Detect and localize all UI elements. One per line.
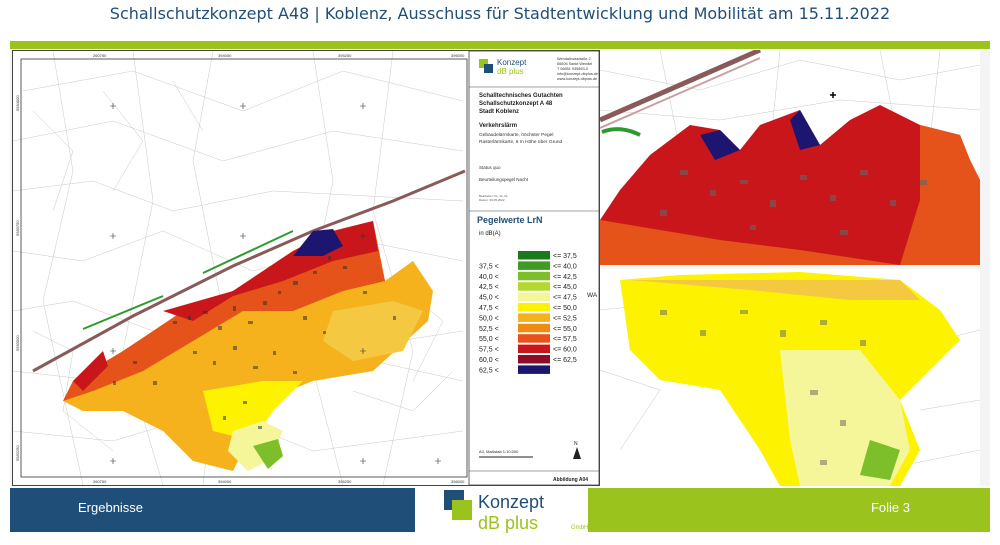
legend-hi: <= 62,5: [553, 357, 577, 364]
panel-meta-line: Datum: 30.05.2022: [479, 198, 505, 202]
legend-note: WA: [587, 292, 598, 299]
coord-label-top: 395250: [338, 53, 352, 58]
legend-lo: 42,5 <: [479, 284, 499, 292]
legend-hi: <= 57,5: [553, 336, 577, 344]
noise-map-sheet: [12, 50, 600, 486]
panel-title-line: Stadt Koblenz: [479, 109, 519, 115]
header: [0, 0, 1000, 40]
noise-map: [13, 51, 599, 485]
coord-label-bottom: 394000: [218, 479, 232, 484]
coord-label-top: 396000: [451, 53, 465, 58]
panel-logo-text-2: dB plus: [497, 67, 524, 76]
panel-meta-line: Bearbeiter: FL, sk, hk: [479, 194, 508, 198]
address-line: 66606 Sankt Wendel: [557, 62, 593, 66]
legend-lo: 40,0 <: [479, 273, 499, 281]
panel-subtitle: Verkehrslärm: [479, 123, 518, 129]
figure-label: Abbildung A04: [553, 477, 589, 483]
address-line: info@konzept-dbplus.de: [557, 72, 599, 76]
coord-label-bottom: 260750: [93, 479, 107, 484]
legend-swatch: [518, 334, 550, 343]
panel-logo-text-1: Konzept: [497, 58, 527, 67]
legend-hi: <= 40,0: [553, 263, 577, 271]
slide-title: Schallschutzkonzept A48 | Koblenz, Ausschuss für Stadtentwicklung und Mobilität am 15.11.2022: [109, 4, 891, 23]
coord-label-left: 5583500: [15, 335, 20, 351]
header-accent-bar: [10, 41, 990, 49]
footer-left: [10, 488, 415, 532]
legend-swatch: [518, 282, 550, 291]
legend-lo: 60,0 <: [479, 357, 499, 364]
legend-swatch: [518, 261, 550, 270]
legend-swatch: [518, 303, 550, 312]
zoom-maps: [600, 50, 980, 486]
legend-hi: <= 50,0: [553, 305, 577, 312]
panel-title-line: Schallschutzkonzept A 48: [479, 101, 553, 107]
north-label: N: [574, 441, 578, 447]
legend-swatch: [518, 365, 550, 374]
legend-lo: 45,0 <: [479, 294, 499, 302]
coord-label-left: 5584000: [15, 95, 20, 111]
address-line: T 06851 939893-0: [557, 67, 588, 71]
footer-section-label: Ergebnisse: [78, 500, 144, 515]
legend-hi: <= 45,0: [553, 284, 577, 292]
legend-lo: 47,5 <: [479, 305, 499, 312]
legend-lo: 50,0 <: [479, 315, 499, 323]
coord-label-bottom: 396000: [451, 479, 465, 484]
logo-text-1: Konzept: [478, 492, 545, 512]
legend-lo: 57,5 <: [479, 346, 499, 354]
slide-number: Folie 3: [870, 500, 910, 515]
coord-label-bottom: 395250: [338, 479, 352, 484]
address-line: www.konzept-dbplus.de: [557, 77, 598, 81]
legend-swatch: [518, 355, 550, 364]
coord-label-left: 5583750: [15, 220, 20, 236]
legend-hi: <= 55,0: [553, 325, 577, 333]
legend-hi: <= 52,5: [553, 315, 577, 323]
legend-swatch: [518, 272, 550, 281]
legend-swatch: [518, 324, 550, 333]
legend-hi: <= 37,5: [553, 253, 577, 260]
legend-title: Pegelwerte LrN: [477, 215, 543, 225]
coord-label-top: 394000: [218, 53, 232, 58]
legend-lo: 37,5 <: [479, 263, 499, 271]
legend-unit: in dB(A): [479, 231, 501, 237]
footer-right: [585, 488, 990, 532]
legend-swatch: [518, 313, 550, 322]
logo-text-small: GmbH: [571, 525, 588, 531]
legend-hi: <= 42,5: [553, 273, 577, 281]
legend-hi: <= 47,5: [553, 294, 577, 302]
legend-hi: <= 60,0: [553, 346, 577, 354]
panel-title-line: Schalltechnisches Gutachten: [479, 93, 563, 99]
panel-period: Beurteilungspegel Nacht: [479, 177, 529, 182]
panel-status: Status quo: [479, 165, 501, 170]
company-logo: [438, 486, 588, 540]
legend-swatch: [518, 251, 550, 260]
legend-lo: 62,5 <: [479, 367, 499, 375]
address-line: Wendalinusstraße 2: [557, 57, 591, 61]
coord-label-left: 5583250: [15, 445, 20, 461]
coord-label-top: 260750: [93, 53, 107, 58]
legend-lo: 52,5 <: [479, 325, 499, 333]
scale-text: A3, Maßstab 1:10.000: [479, 449, 519, 454]
legend-swatch: [518, 345, 550, 354]
panel-desc-line: Gebäudelärmkarte, höchster Pegel: [479, 133, 554, 138]
panel-desc-line: Rasterlärmkarte, 6 m Höhe über Grund: [479, 140, 563, 145]
legend-swatch: [518, 293, 550, 302]
logo-text-2: dB plus: [478, 513, 539, 533]
legend-lo: 55,0 <: [479, 336, 499, 344]
